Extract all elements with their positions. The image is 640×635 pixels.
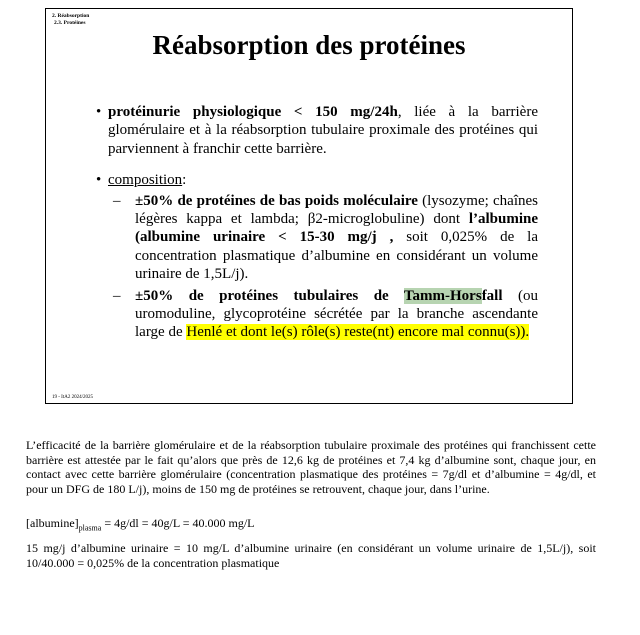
bullet-dot-icon: •: [96, 104, 102, 120]
sub-bullet-tubular: [108, 287, 538, 342]
breadcrumb: [52, 13, 89, 26]
slide-frame: [45, 8, 573, 404]
breadcrumb-subsection: 2.3. Protéines: [54, 19, 86, 26]
formula-rest: = 4g/dl = 40g/L = 40.000 mg/L: [101, 516, 255, 531]
notes-formula: [26, 516, 596, 536]
dash-icon: –: [113, 192, 121, 209]
bullet-composition: [96, 171, 538, 342]
composition-colon: :: [182, 172, 187, 189]
notes-paragraph-3: 15 mg/j d’albumine urinaire = 10 mg/L d’albumine urinaire (en considérant un volume urinaire de 1,5L/j), soit 10/40.000 = 0,025% de la concentration plasmatique: [26, 541, 596, 570]
sub-bullet-low-weight: [108, 192, 538, 284]
albumin-bold: l’albumine (albumine urinaire < 15-30 mg/j ,: [135, 211, 538, 246]
low-weight-text: (lysozyme; chaînes légères kappa et lambda; β2-microglobuline) dont: [135, 192, 538, 228]
bullet-dot-icon: •: [96, 172, 102, 189]
tubular-bold: ±50% de protéines tubulaires de: [135, 287, 404, 304]
notes-paragraph-1: L’efficacité de la barrière glomérulaire et de la réabsorption tubulaire proximale des protéines qui franchissent cette barrière est attestée par le fait qu’alors que près de 12,6 kg de protéines et 7,4 kg d’albumine sont, chaque jour, en contact avec cette barrière glomérulaire (concentration plasmatique des protéines = 7g/dl et d’albumine = 4g/dl, et pour un DFG de 180 L/j), moins de 150 mg de protéines se retrouvent, chaque jour, dans l’urine.: [26, 438, 596, 496]
formula-base: [albumine]: [26, 516, 79, 531]
tamm-horsfall-highlight: Tamm-Hors: [403, 287, 482, 304]
low-weight-bold: ±50% de protéines de bas poids moléculaire: [135, 192, 418, 209]
slide-footer: 19 - ItA2 2024/2025: [52, 395, 93, 400]
tubular-text: (ou uromoduline, glycoprotéine sécrétée par la branche ascendante large de: [135, 287, 538, 341]
breadcrumb-section: 2. Réabsorption: [52, 13, 90, 19]
slide-body: [96, 103, 538, 355]
albumin-text: soit 0,025% de la concentration plasmatique d’albumine en considérant un volume urinaire de 1,5L/j).: [135, 229, 538, 283]
formula-subscript: plasma: [78, 523, 102, 533]
slide-title: Réabsorption des protéines: [152, 30, 466, 60]
notes-section: [26, 438, 596, 571]
proteinuria-text: , liée à la barrière glomérulaire et à la réabsorption tubulaire proximale des protéines qui parviennent à franchir cette barrière.: [108, 104, 538, 157]
proteinuria-bold: protéinurie physiologique < 150 mg/24h: [108, 104, 398, 120]
dash-icon: –: [113, 287, 121, 304]
tamm-horsfall-end: fall: [481, 287, 503, 304]
henle-highlight: Henlé et dont le(s) rôle(s) reste(nt) encore mal connu(s)).: [186, 324, 530, 341]
bullet-proteinuria: [96, 103, 538, 158]
composition-label: composition: [108, 172, 183, 189]
